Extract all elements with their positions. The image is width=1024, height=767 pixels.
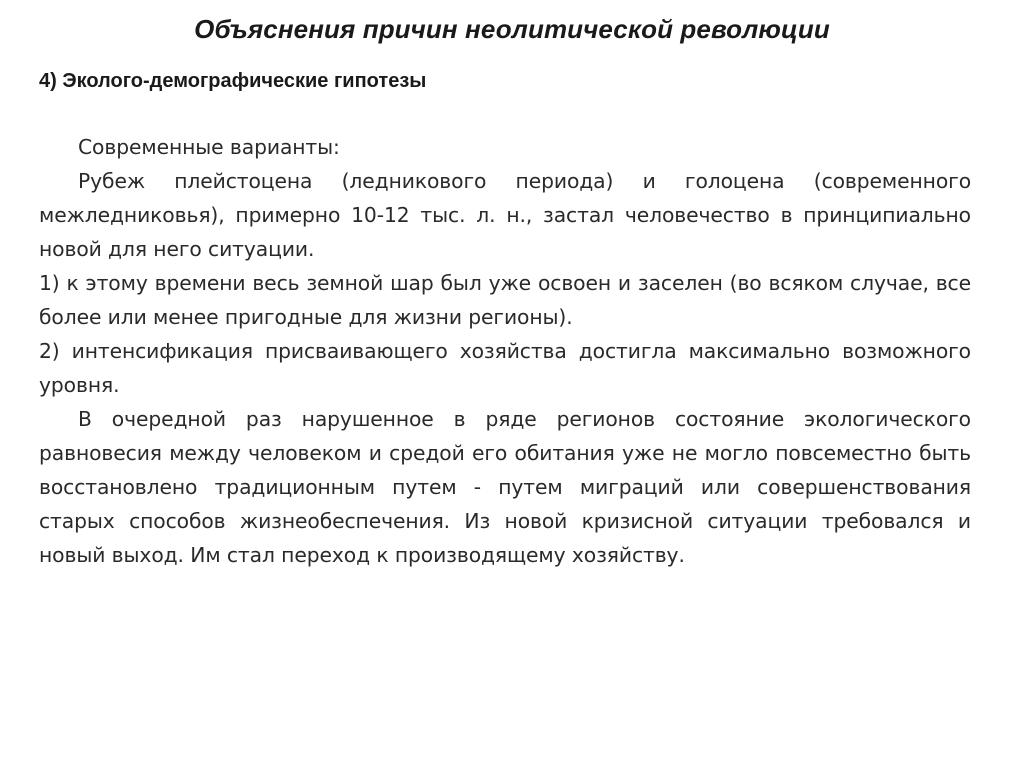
body-paragraph-variants-heading: Современные варианты: [78,135,340,159]
slide-subtitle: 4) Эколого-демографические гипотезы [39,70,427,92]
body-paragraph-crisis: В очередной раз нарушенное в ряде регионов состояние экологического равновесия между человеком и средой его обитания уже не могло повсеместно быть восстановлено традиционным путем - путем миграций или совершенствования старых способов жизнеобеспечения. Из новой кризисной ситуации требовался и новый выход. Им стал переход к производящему хозяйству. [39,407,971,567]
body-list-item-2: 2) интенсификация присваивающего хозяйства достигла максимально возможного уровня. [39,339,971,397]
body-paragraph-boundary: Рубеж плейстоцена (ледникового периода) и голоцена (современного межледниковья), примерно 10-12 тыс. л. н., застал человечество в принципиально новой для него ситуации. [39,169,971,261]
slide-body [39,130,971,572]
body-list-item-1: 1) к этому времени весь земной шар был уже освоен и заселен (во всяком случае, все более или менее пригодные для жизни регионы). [39,271,971,329]
slide-title: Объяснения причин неолитической революции [194,14,830,44]
